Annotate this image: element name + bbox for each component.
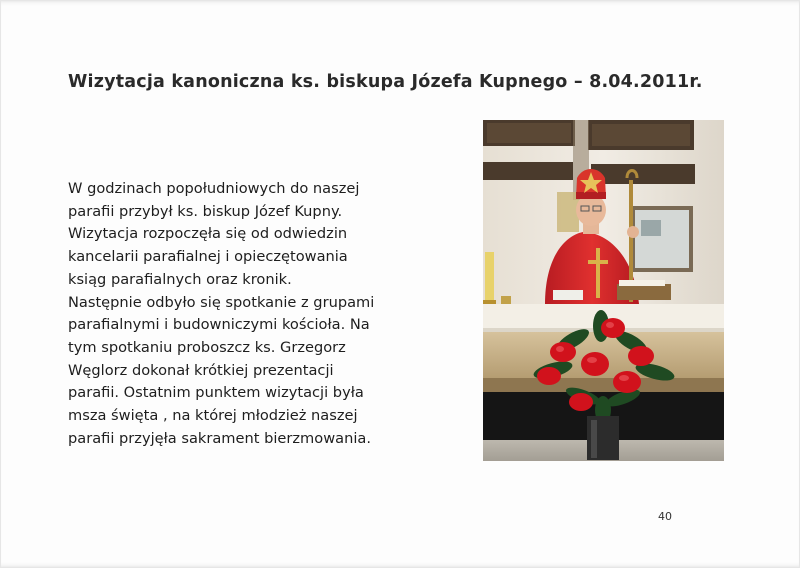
body-line: msza święta , na której młodzież naszej bbox=[68, 407, 358, 425]
body-paragraph bbox=[68, 178, 398, 450]
body-line: parafialnymi i budowniczymi kościoła. Na bbox=[68, 316, 370, 334]
body-line: kancelarii parafialnej i opieczętowania bbox=[68, 248, 348, 266]
body-line: Węglorz dokonał krótkiej prezentacji bbox=[68, 361, 334, 379]
body-line: Wizytacja rozpoczęła się od odwiedzin bbox=[68, 225, 348, 243]
body-line: parafii. Ostatnim punktem wizytacji była bbox=[68, 384, 364, 402]
page-number: 40 bbox=[658, 510, 672, 523]
page-title: Wizytacja kanoniczna ks. biskupa Józefa Kupnego – 8.04.2011r. bbox=[68, 72, 703, 92]
body-line: Następnie odbyło się spotkanie z grupami bbox=[68, 293, 375, 311]
body-line: parafii przybył ks. biskup Józef Kupny. bbox=[68, 202, 343, 220]
body-line: parafii przyjęła sakrament bierzmowania. bbox=[68, 429, 371, 447]
body-line: W godzinach popołudniowych do naszej bbox=[68, 180, 360, 197]
bishop-at-altar-photo bbox=[483, 120, 724, 461]
body-line: ksiąg parafialnych oraz kronik. bbox=[68, 270, 292, 288]
body-line: tym spotkaniu proboszcz ks. Grzegorz bbox=[68, 338, 346, 356]
